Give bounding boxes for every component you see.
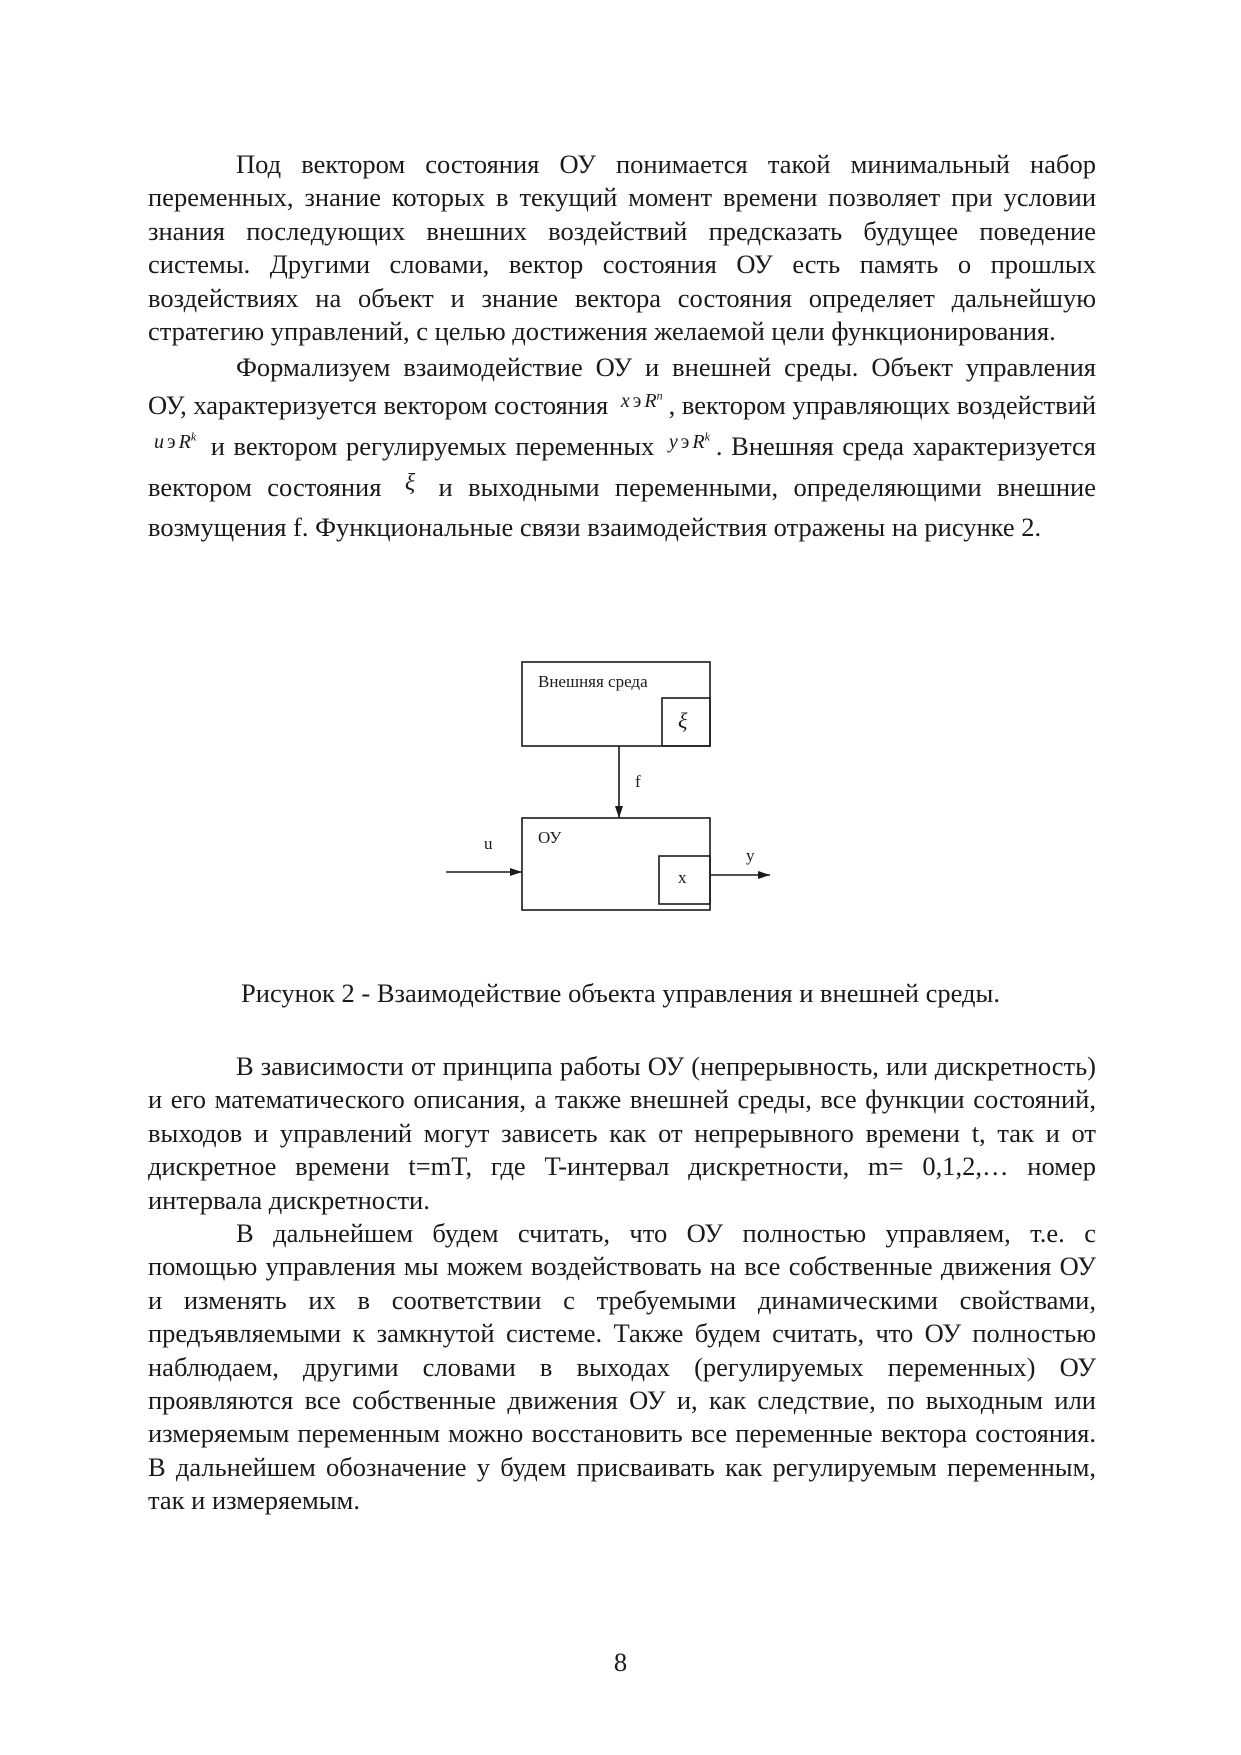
symbol-xi: ξ [404, 470, 416, 497]
input-label: u [484, 834, 493, 853]
environment-state-label: ξ [678, 708, 688, 733]
paragraph-formalization [148, 348, 1096, 546]
formula-u-in-rk: u э Rk [154, 429, 197, 454]
p2-text-3: и вектором регулируемых переменных [210, 431, 655, 462]
text-block-top [148, 148, 1096, 546]
control-object-state-label: x [678, 868, 687, 887]
disturbance-label: f [635, 772, 641, 791]
paragraph-continuous-discrete: В зависимости от принципа работы ОУ (непрерывность, или дискретность) и его математического описания, а также внешней среды, все функции состояний, выходов и управлений могут зависеть как от непрерывного времени t, так и от дискретное времени t=mT, где T-интервал дискретности, m= 0,1,2,… номер интервала дискретности. [148, 1051, 1096, 1215]
paragraph-state-vector: Под вектором состояния ОУ понимается такой минимальный набор переменных, знание которых в текущий момент времени позволяет при условии знания последующих внешних воздействий предсказать будущее поведение системы. Другими словами, вектор состояния ОУ есть память о прошлых воздействиях на объект и знание вектора состояния определяет дальнейшую стратегию управлений, с целью достижения желаемой цели функционирования. [148, 149, 1096, 347]
text-block-bottom [148, 1050, 1096, 1518]
p2-text-5: и выходными переменными, определяющими внешние возмущения f. Функциональные связи взаимодействия отражены на рисунке 2. [148, 472, 1097, 543]
environment-label: Внешняя среда [538, 672, 648, 691]
figure-2-diagram [430, 650, 810, 920]
output-label: y [746, 846, 755, 865]
formula-y-in-rk: y э Rk [668, 429, 710, 454]
figure-caption: Рисунок 2 - Взаимодействие объекта управления и внешней среды. [241, 978, 1000, 1008]
control-object-label: ОУ [538, 828, 562, 847]
p2-text-1: Формализуем взаимодействие ОУ и внешней среды. Объект управления ОУ, характеризуется вектором состояния [148, 352, 1096, 421]
paragraph-controllability: В дальнейшем будем считать, что ОУ полностью управляем, т.е. с помощью управления мы можем воздействовать на все собственные движения ОУ и изменять их в соответствии с требуемыми динамическими свойствами, предъявляемыми к замкнутой системе. Также будем считать, что ОУ полностью наблюдаем, другими словами в выходах (регулируемых переменных) ОУ проявляются все собственные движения ОУ и, как следствие, по выходным или измеряемым переменным можно восстановить все переменные вектора состояния. В дальнейшем обозначение y будем присваивать как регулируемым переменным, так и измеряемым. [148, 1218, 1096, 1516]
formula-x-in-rn: x э Rn [620, 388, 663, 413]
p2-text-2: , вектором управляющих воздействий [668, 390, 1097, 421]
p2-text-4: . Внешняя среда характеризуется вектором состояния [148, 431, 1096, 503]
page-number: 8 [613, 1647, 628, 1677]
